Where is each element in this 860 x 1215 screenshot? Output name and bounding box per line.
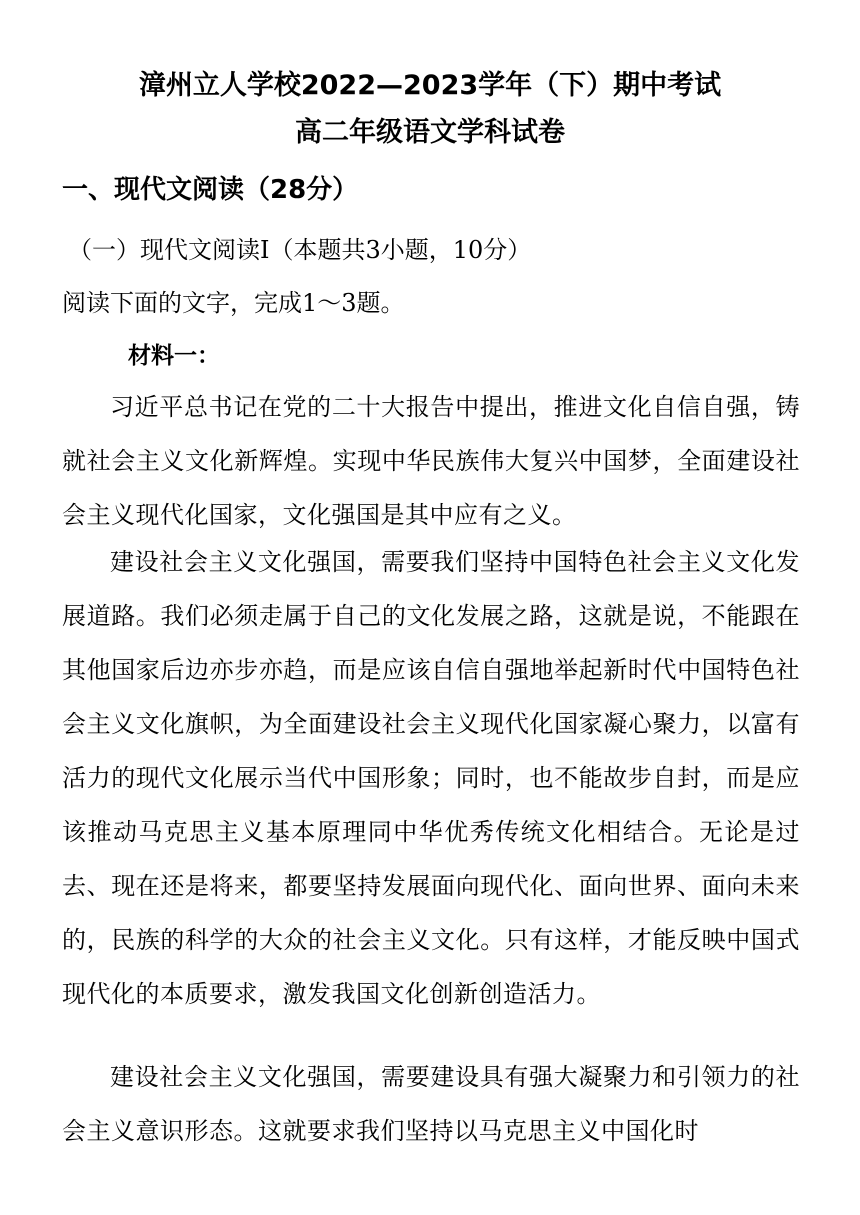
exam-title: 漳州立人学校2022—2023学年（下）期中考试 — [138, 70, 722, 101]
reading-instruction: 阅读下面的文字，完成1～3题。 — [62, 289, 405, 317]
exam-subtitle: 高二年级语文学科试卷 — [295, 117, 565, 148]
section-heading: 一、现代文阅读（28分） — [62, 175, 359, 205]
passage-paragraph-2 — [62, 535, 800, 1021]
paragraph-text: 习近平总书记在党的二十大报告中提出，推进文化自信自强，铸就社会主义文化新辉煌。实现中华民族伟大复兴中国梦，全面建设社会主义现代化国家，文化强国是其中应有之义。 — [62, 393, 800, 529]
material-label: 材料一： — [128, 343, 220, 369]
subsection-heading: （一）现代文阅读Ⅰ（本题共3小题，10分） — [68, 236, 532, 264]
paragraph-text: 建设社会主义文化强国，需要建设具有强大凝聚力和引领力的社会主义意识形态。这就要求我们坚持以马克思主义中国化时 — [62, 1063, 800, 1145]
passage-paragraph-1 — [62, 380, 800, 542]
paragraph-text: 建设社会主义文化强国，需要我们坚持中国特色社会主义文化发展道路。我们必须走属于自己的文化发展之路，这就是说，不能跟在其他国家后边亦步亦趋，而是应该自信自强地举起新时代中国特色社会主义文化旗帜，为全面建设社会主义现代化国家凝心聚力，以富有活力的现代文化展示当代中国形象；同时，也不能故步自封，而是应该推动马克思主义基本原理同中华优秀传统文化相结合。无论是过去、现在还是将来，都要坚持发展面向现代化、面向世界、面向未来的，民族的科学的大众的社会主义文化。只有这样，才能反映中国式现代化的本质要求，激发我国文化创新创造活力。 — [62, 548, 800, 1008]
passage-paragraph-3 — [62, 1050, 800, 1158]
